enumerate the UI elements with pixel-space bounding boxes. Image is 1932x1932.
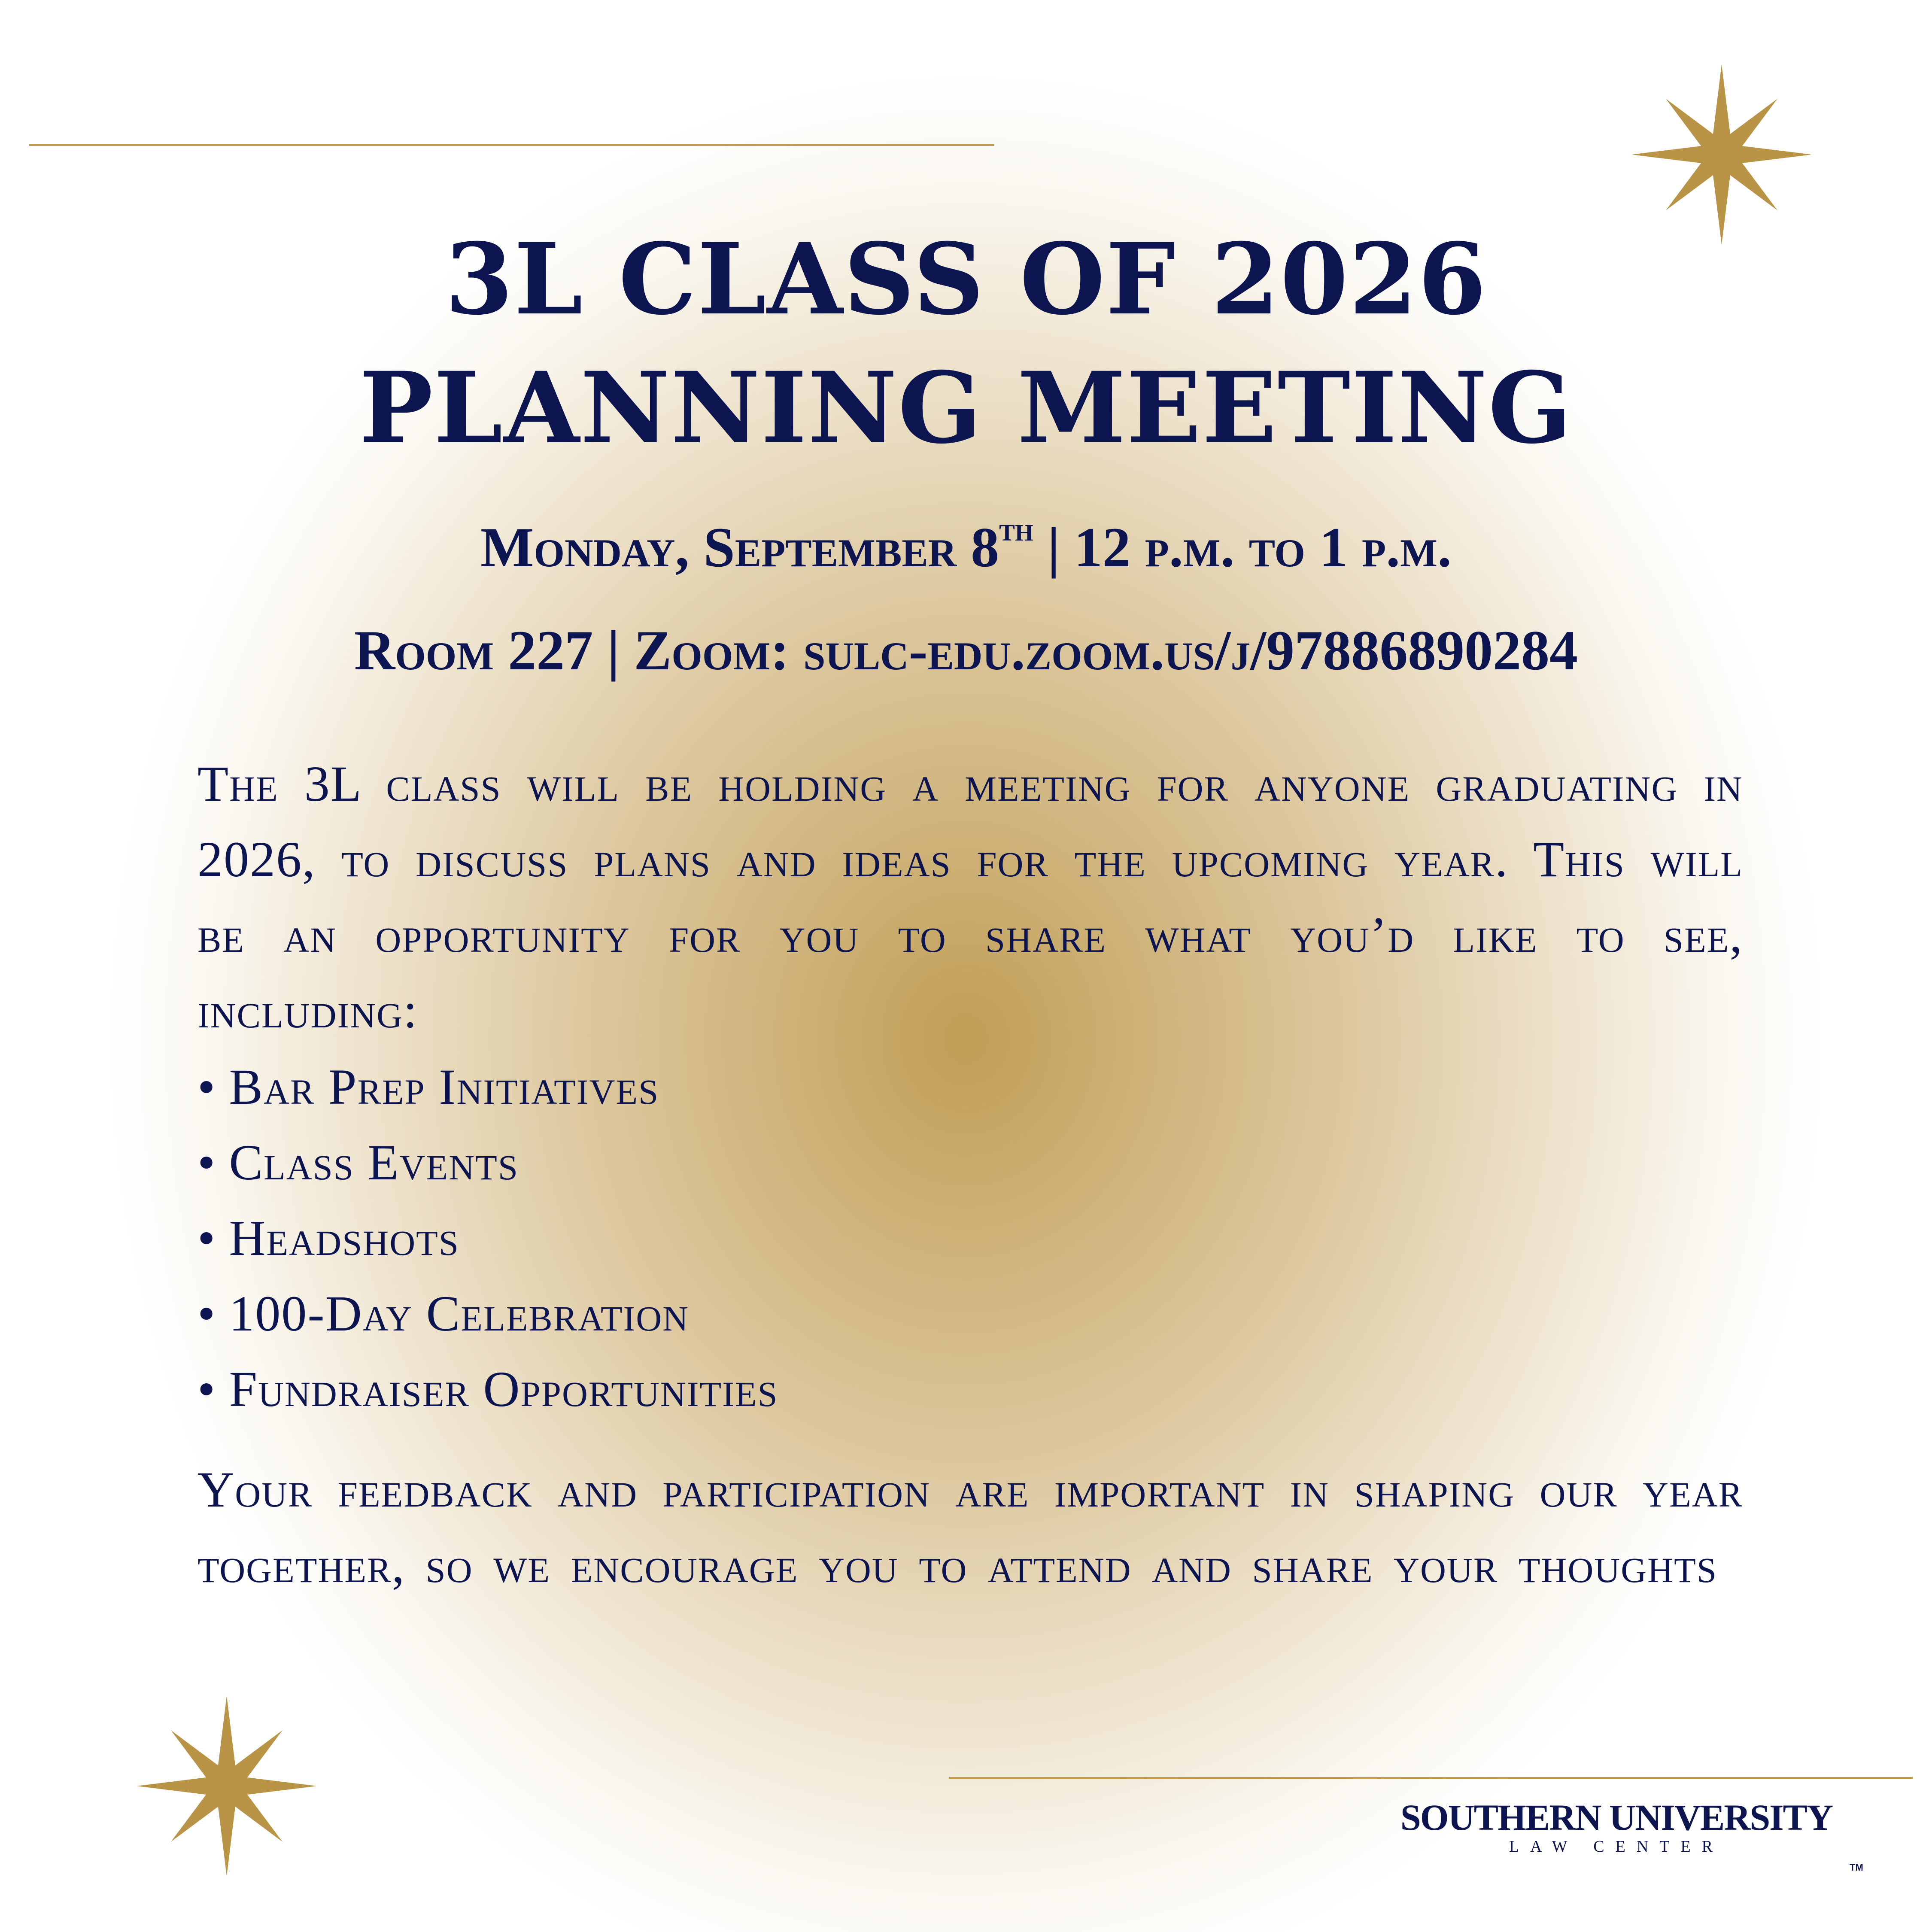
list-item-label: Fundraiser Opportunities xyxy=(229,1361,778,1417)
list-item xyxy=(197,1200,778,1276)
list-item-label: Headshots xyxy=(229,1210,460,1266)
intro-paragraph: The 3L class will be holding a meeting for anyone graduating in 2026, to discuss plans and ideas for the upcoming year. This will be an opportunity for you to share what you’d like to see, including: xyxy=(197,756,1743,1039)
bullet-marker: • xyxy=(197,1361,216,1417)
meeting-location: Room 227 | Zoom: sulc-edu.zoom.us/j/97886890284 xyxy=(354,619,1578,682)
title-line-1: 3L CLASS OF 2026 xyxy=(445,222,1487,337)
bullet-marker: • xyxy=(197,1134,216,1191)
list-item xyxy=(197,1352,778,1427)
trademark-mark: TM xyxy=(1850,1862,1863,1873)
list-item xyxy=(197,1049,778,1125)
list-item xyxy=(197,1276,778,1352)
bullet-marker: • xyxy=(197,1285,216,1342)
star-icon xyxy=(137,1696,317,1876)
list-item-label: Bar Prep Initiatives xyxy=(229,1059,659,1115)
bottom-divider-line xyxy=(949,1777,1913,1779)
list-item xyxy=(197,1125,778,1200)
bullet-marker: • xyxy=(197,1059,216,1115)
title-line-2: PLANNING MEETING xyxy=(359,350,1573,465)
logo-name: SOUTHERN UNIVERSITY xyxy=(1400,1797,1833,1838)
list-item-label: Class Events xyxy=(229,1134,519,1191)
date-ordinal: th xyxy=(999,510,1033,548)
university-logo xyxy=(1361,1797,1872,1857)
closing-paragraph: Your feedback and participation are important in shaping our year together, so we encourage you to attend and share your thoughts xyxy=(197,1461,1743,1593)
meeting-date-time xyxy=(0,510,1932,580)
topic-list xyxy=(197,1049,778,1427)
bullet-marker: • xyxy=(197,1210,216,1266)
meeting-date: Monday, September 8 xyxy=(480,516,999,579)
list-item-label: 100-Day Celebration xyxy=(229,1285,690,1342)
star-icon xyxy=(1631,64,1812,245)
logo-subtitle: LAW CENTER xyxy=(1509,1838,1724,1856)
top-divider-line xyxy=(29,144,994,146)
meeting-time: | 12 p.m. to 1 p.m. xyxy=(1033,516,1452,579)
